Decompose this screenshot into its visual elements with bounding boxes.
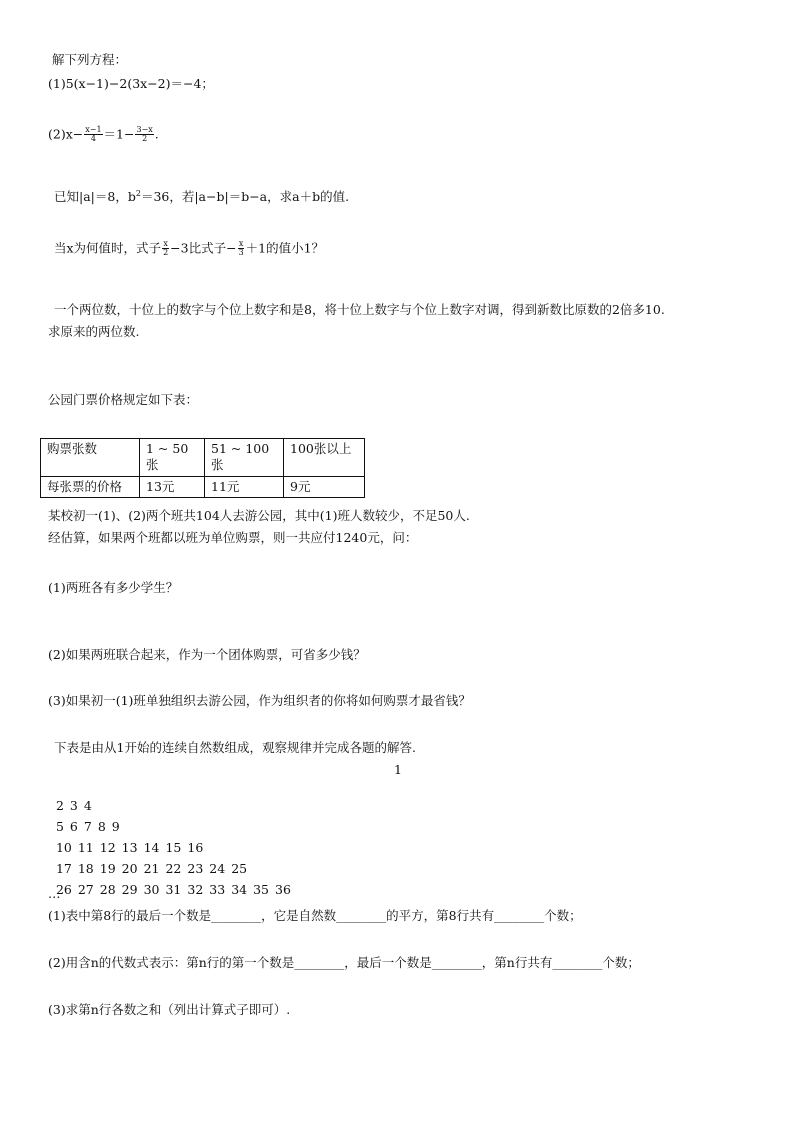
eq2-frac1-numerator: x−1 — [85, 125, 102, 134]
number-cell: 7 — [83, 818, 92, 834]
number-cell: 15 — [165, 839, 182, 855]
number-cell: 31 — [165, 881, 182, 897]
q6-sub-1: (1)表中第8行的最后一个数是________，它是自然数________的平方，第8行共有________个数； — [48, 908, 582, 923]
q4-line-2: 求原来的两位数. — [48, 324, 140, 339]
table-cell: 1 ~ 50 张 — [140, 439, 205, 477]
number-cell: 16 — [187, 839, 204, 855]
eq2-fraction-1 — [84, 126, 102, 144]
table-cell: 9元 — [284, 477, 365, 498]
number-cell: 14 — [143, 839, 160, 855]
eq2-frac2-numerator: 3−x — [136, 125, 153, 134]
number-cell: 24 — [209, 860, 226, 876]
ticket-price-table — [40, 438, 365, 498]
number-cell: 28 — [99, 881, 116, 897]
number-cell: 11 — [77, 839, 94, 855]
number-cell: 30 — [143, 881, 160, 897]
q3-frac1-denominator: 2 — [163, 248, 169, 258]
number-cell: 29 — [121, 881, 138, 897]
number-cell: 23 — [187, 860, 204, 876]
number-cell: 2 — [55, 797, 64, 813]
q2-exponent: 2 — [135, 188, 141, 198]
q2-post: ＝36，若|a−b|＝b−a，求a＋b的值. — [140, 189, 350, 204]
eq2-fraction-2 — [135, 126, 153, 144]
number-cell: 33 — [209, 881, 226, 897]
table-cell: 11元 — [205, 477, 284, 498]
number-cell: 17 — [55, 860, 72, 876]
q1-equation-2 — [48, 126, 159, 144]
q3-frac1-numerator: x — [163, 239, 168, 248]
q2-pre: 已知|a|＝8，b — [54, 189, 136, 204]
q6-intro: 下表是由从1开始的连续自然数组成，观察规律并完成各题的解答. — [54, 740, 416, 755]
number-cell: 21 — [143, 860, 160, 876]
number-cell: 8 — [97, 818, 106, 834]
q4-line-1: 一个两位数，十位上的数字与个位上数字和是8，将十位上数字与个位上数字对调，得到新数比原数的2倍多10. — [54, 302, 665, 317]
table-cell: 13元 — [140, 477, 205, 498]
q3-fraction-1 — [162, 240, 169, 258]
number-cell: 13 — [121, 839, 138, 855]
number-cell: 12 — [99, 839, 116, 855]
q6-sub-2: (2)用含n的代数式表示：第n行的第一个数是________，最后一个数是________，第n行共有________个数； — [48, 955, 640, 970]
number-row-1: 1 — [394, 762, 402, 777]
number-cell: 18 — [77, 860, 94, 876]
eq2-prefix: (2)x− — [48, 126, 84, 142]
number-cell: 32 — [187, 881, 204, 897]
number-cell: 35 — [253, 881, 270, 897]
number-row-6 — [48, 866, 297, 897]
q5-intro: 公园门票价格规定如下表： — [48, 392, 199, 407]
ellipsis: … — [48, 886, 61, 901]
number-cell: 10 — [55, 839, 72, 855]
number-cell: 5 — [55, 818, 64, 834]
q1-equation-1: (1)5(x−1)−2(3x−2)＝−4； — [48, 76, 214, 91]
table-row — [41, 439, 365, 477]
q5-text-1: 某校初一(1)、(2)两个班共104人去游公园，其中(1)班人数较少，不足50人. — [48, 508, 470, 523]
eq2-frac1-denominator: 4 — [90, 134, 96, 144]
number-cell: 36 — [275, 881, 291, 897]
table-cell: 每张票的价格 — [41, 477, 140, 498]
table-cell: 100张以上 — [284, 439, 365, 477]
number-cell: 3 — [69, 797, 78, 813]
q2-text — [54, 189, 349, 205]
number-cell: 20 — [121, 860, 138, 876]
number-cell: 27 — [77, 881, 94, 897]
number-cell: 4 — [83, 797, 92, 813]
q3-fraction-2 — [238, 240, 245, 258]
q5-sub-3: (3)如果初一(1)班单独组织去游公园，作为组织者的你将如何购票才最省钱？ — [48, 693, 471, 708]
table-row — [41, 477, 365, 498]
q5-sub-2: (2)如果两班联合起来，作为一个团体购票，可省多少钱？ — [48, 647, 366, 662]
q1-title: 解下列方程： — [52, 52, 128, 67]
table-cell: 51 ~ 100 张 — [205, 439, 284, 477]
q3-mid: −3比式子− — [170, 240, 237, 256]
eq2-mid: ＝1− — [103, 126, 135, 142]
q5-sub-1: (1)两班各有多少学生？ — [48, 580, 179, 595]
table-cell: 购票张数 — [41, 439, 140, 477]
q5-text-2: 经估算，如果两个班都以班为单位购票，则一共应付1240元，问： — [48, 530, 418, 545]
number-cell: 34 — [231, 881, 248, 897]
number-cell: 22 — [165, 860, 182, 876]
number-cell: 25 — [231, 860, 248, 876]
number-cell: 9 — [111, 818, 120, 834]
q3-text — [54, 240, 324, 258]
q3-pre: 当x为何值时，式子 — [54, 240, 162, 256]
q3-post: ＋1的值小1？ — [245, 240, 325, 256]
number-cell: 19 — [99, 860, 116, 876]
eq2-end: . — [154, 126, 159, 142]
number-cell: 6 — [69, 818, 78, 834]
number-cell: 26 — [55, 881, 72, 897]
q3-frac2-denominator: 3 — [238, 248, 244, 258]
q6-sub-3: (3)求第n行各数之和（列出计算式子即可）. — [48, 1002, 291, 1017]
eq2-frac2-denominator: 2 — [142, 134, 148, 144]
q3-frac2-numerator: x — [238, 239, 244, 248]
